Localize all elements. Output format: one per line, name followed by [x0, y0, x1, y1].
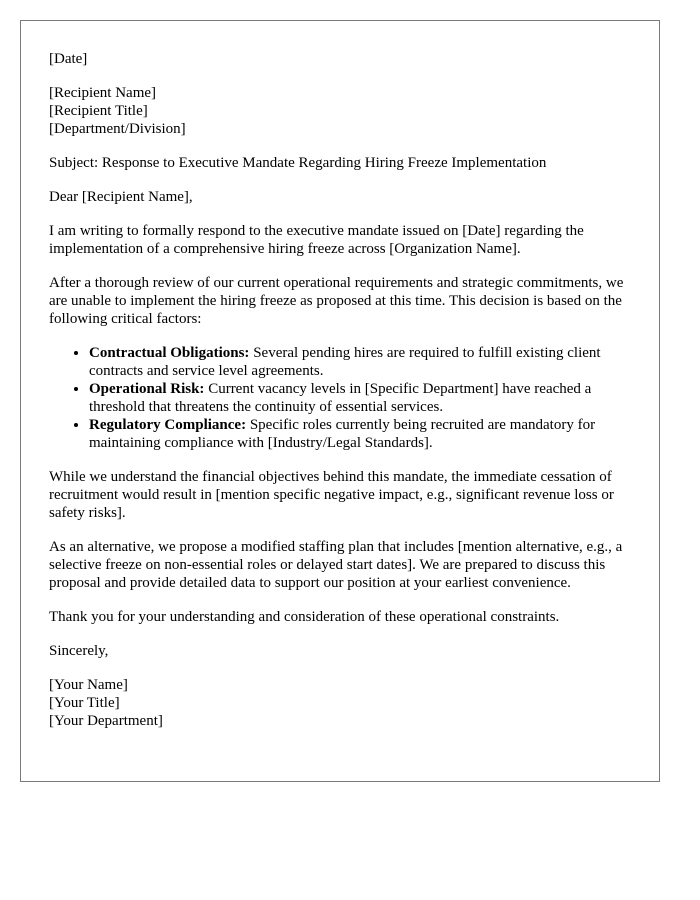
subject-line: Subject: Response to Executive Mandate Regarding Hiring Freeze Implementation [49, 155, 547, 171]
paragraph-intro: I am writing to formally respond to the executive mandate issued on [Date] regarding the implementation of a comprehensive hiring freeze across [Organization Name]. [49, 223, 584, 257]
factor-item [89, 344, 631, 380]
paragraph-thanks: Thank you for your understanding and consideration of these operational constraints. [49, 609, 560, 625]
factor-term: Operational Risk: [89, 381, 205, 397]
factor-text: Specific roles currently being recruited are mandatory for maintaining compliance with [Industry/Legal Standards]. [89, 417, 596, 451]
sender-department: [Your Department] [49, 713, 163, 729]
closing: Sincerely, [49, 643, 109, 659]
letter-page [20, 20, 660, 782]
recipient-title: [Recipient Title] [49, 103, 148, 119]
factor-text: Several pending hires are required to fulfill existing client contracts and service level agreements. [89, 345, 601, 379]
sender-block [49, 676, 631, 730]
recipient-name: [Recipient Name] [49, 85, 157, 101]
factor-item [89, 416, 631, 452]
factor-text: Current vacancy levels in [Specific Department] have reached a threshold that threatens the continuity of essential services. [89, 381, 592, 415]
paragraph-decision: After a thorough review of our current operational requirements and strategic commitments, we are unable to implement the hiring freeze as proposed at this time. This decision is based on the following critical factors: [49, 275, 624, 327]
factors-list [49, 344, 631, 452]
paragraph-impact: While we understand the financial objectives behind this mandate, the immediate cessation of recruitment would result in [mention specific negative impact, e.g., significant revenue loss or safety risks]. [49, 469, 614, 521]
recipient-department: [Department/Division] [49, 121, 186, 137]
recipient-block [49, 84, 631, 138]
sender-name: [Your Name] [49, 677, 128, 693]
letter-date: [Date] [49, 51, 88, 67]
factor-item [89, 380, 631, 416]
factor-term: Contractual Obligations: [89, 345, 250, 361]
factor-term: Regulatory Compliance: [89, 417, 247, 433]
salutation: Dear [Recipient Name], [49, 189, 193, 205]
paragraph-alternative: As an alternative, we propose a modified staffing plan that includes [mention alternative, e.g., a selective freeze on non-essential roles or delayed start dates]. We are prepared to discuss this proposal and provide detailed data to support our position at your earliest convenience. [49, 539, 623, 591]
sender-title: [Your Title] [49, 695, 120, 711]
